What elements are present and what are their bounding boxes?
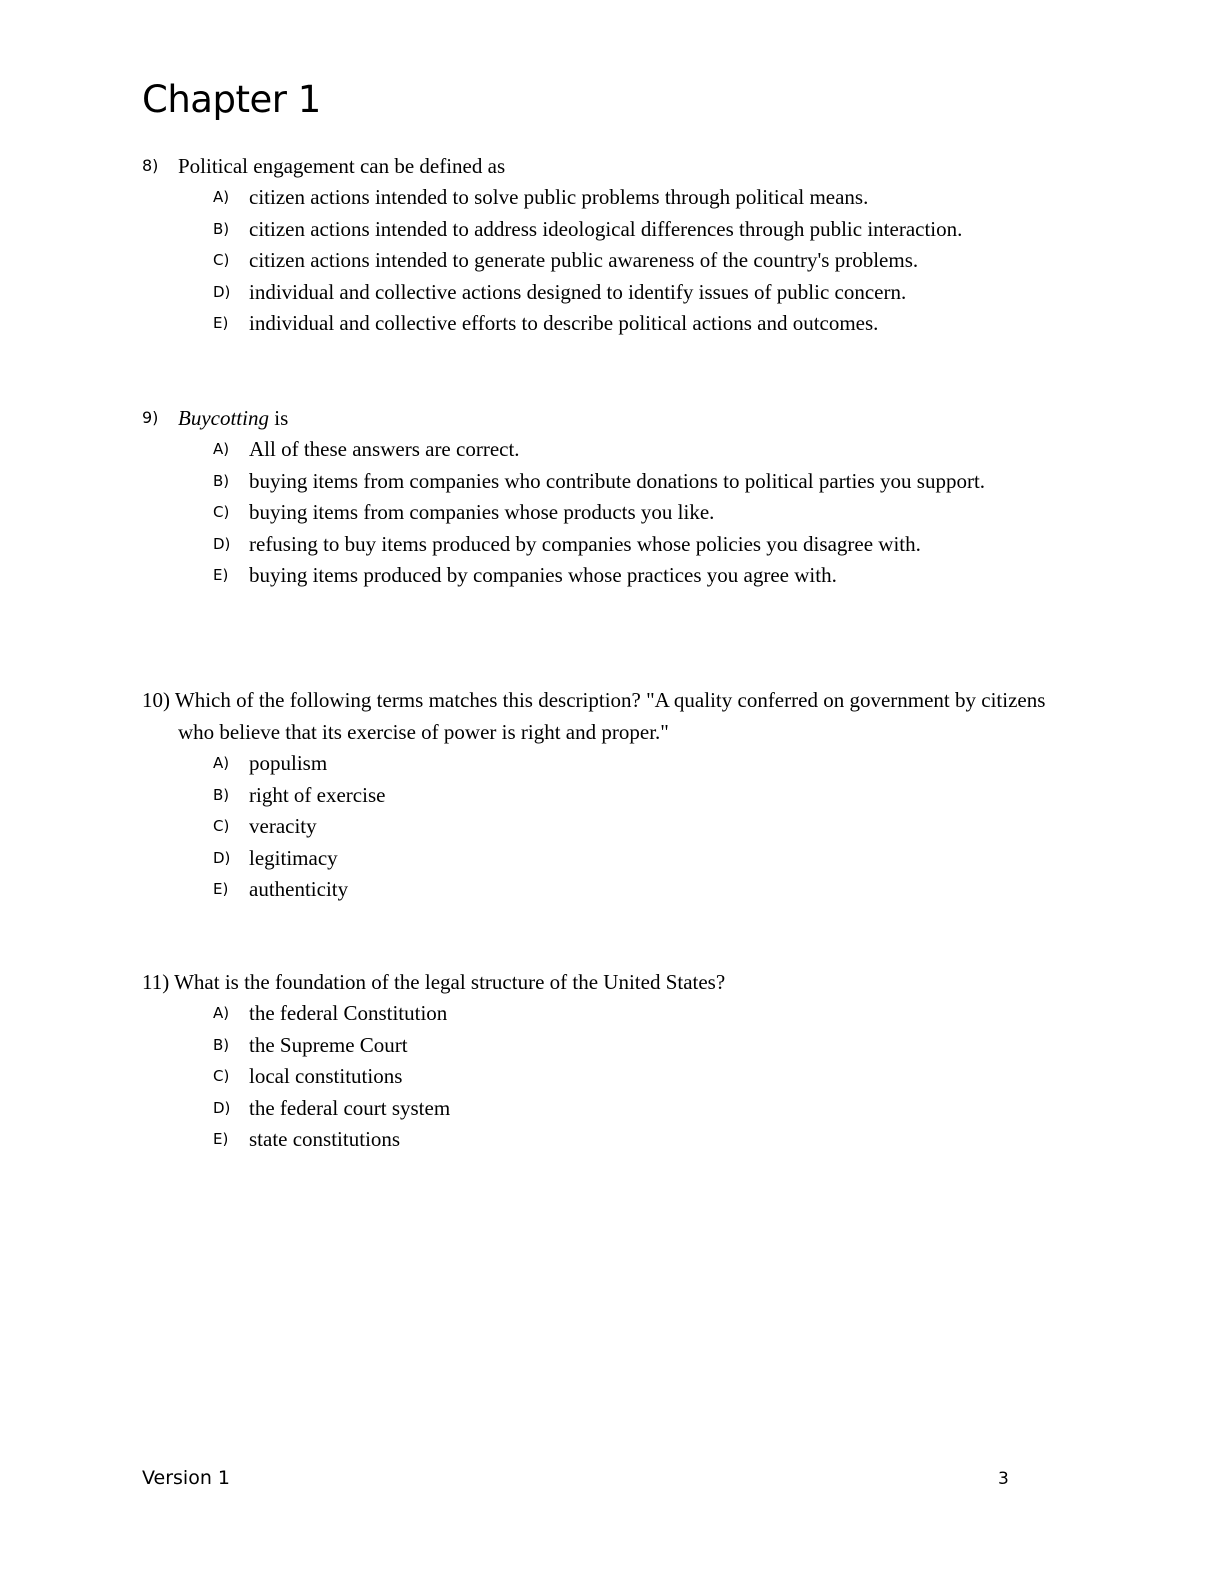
option-text: citizen actions intended to generate public awareness of the country's problems. (249, 248, 919, 272)
answer-option (142, 434, 1082, 466)
option-text: state constitutions (249, 1127, 401, 1151)
question-number: 10) (142, 688, 170, 712)
option-letter: E) (213, 566, 229, 584)
question-number: 9) (142, 408, 159, 427)
question-stem (142, 684, 1058, 748)
answer-options (142, 182, 1082, 340)
answer-option (142, 811, 1082, 843)
question-stem (142, 150, 1082, 182)
option-letter: D) (213, 1098, 231, 1117)
option-text: refusing to buy items produced by companies whose policies you disagree with. (249, 531, 921, 556)
option-text: buying items produced by companies whose practices you agree with. (249, 563, 837, 587)
answer-option (142, 874, 1082, 906)
answer-options (142, 748, 1082, 906)
option-letter: B) (213, 1035, 230, 1054)
option-letter: A) (213, 188, 230, 206)
option-letter: A) (213, 754, 230, 772)
answer-options (142, 998, 1082, 1156)
option-text: veracity (249, 814, 317, 838)
answer-option (142, 1124, 1082, 1156)
option-letter: C) (213, 1067, 230, 1085)
option-letter: A) (213, 1004, 230, 1022)
question-number: 8) (142, 156, 159, 175)
answer-option (142, 245, 1082, 277)
option-letter: C) (213, 251, 230, 269)
option-text: individual and collective actions designed to identify issues of public concern. (249, 279, 907, 304)
question-stem (142, 966, 1058, 998)
option-text: local constitutions (249, 1064, 403, 1088)
answer-option (142, 560, 1082, 592)
option-text: All of these answers are correct. (249, 437, 520, 461)
answer-option (142, 214, 1082, 246)
answer-option (142, 529, 1082, 561)
question-9 (142, 402, 1082, 592)
option-text: individual and collective efforts to describe political actions and outcomes. (249, 311, 879, 335)
question-10 (142, 684, 1082, 906)
question-11 (142, 966, 1082, 1156)
answer-option (142, 1093, 1082, 1125)
answer-option (142, 780, 1082, 812)
question-number: 11) (142, 970, 170, 994)
option-letter: E) (213, 880, 229, 898)
answer-option (142, 497, 1082, 529)
option-letter: D) (213, 848, 231, 867)
question-text: is (268, 406, 289, 430)
option-letter: E) (213, 1130, 229, 1148)
question-stem (142, 402, 1082, 434)
answer-option (142, 843, 1082, 875)
option-text: the Supreme Court (249, 1032, 408, 1057)
option-text: right of exercise (249, 782, 386, 807)
footer-version: Version 1 (142, 1467, 230, 1489)
option-text: authenticity (249, 877, 349, 901)
option-text: the federal court system (249, 1095, 451, 1120)
answer-option (142, 1061, 1082, 1093)
answer-option (142, 182, 1082, 214)
question-text: What is the foundation of the legal structure of the United States? (174, 970, 726, 994)
option-text: citizen actions intended to address ideological differences through public interaction. (249, 216, 963, 241)
option-text: populism (249, 751, 328, 775)
answer-option (142, 466, 1067, 498)
question-term: Buycotting (178, 406, 269, 430)
question-text: Which of the following terms matches this description? "A quality conferred on government by citizens who believe that its exercise of power is right and proper." (174, 688, 1046, 744)
question-8 (142, 150, 1082, 340)
option-letter: C) (213, 817, 230, 835)
answer-options (142, 434, 1082, 592)
answer-option (142, 308, 1082, 340)
option-letter: A) (213, 440, 230, 458)
answer-option (142, 998, 1082, 1030)
option-letter: C) (213, 503, 230, 521)
option-letter: D) (213, 282, 231, 301)
option-text: legitimacy (249, 845, 338, 870)
answer-option (142, 748, 1082, 780)
answer-option (142, 277, 1082, 309)
option-letter: E) (213, 314, 229, 332)
chapter-title: Chapter 1 (142, 78, 321, 121)
footer-page-number: 3 (998, 1469, 1009, 1489)
option-letter: B) (213, 471, 230, 490)
option-text: the federal Constitution (249, 1001, 448, 1025)
option-letter: B) (213, 785, 230, 804)
option-text: buying items from companies whose products you like. (249, 500, 715, 524)
option-letter: B) (213, 219, 230, 238)
question-text: Political engagement can be defined as (178, 154, 506, 178)
option-text: buying items from companies who contribute donations to political parties you support. (249, 468, 986, 493)
answer-option (142, 1030, 1082, 1062)
option-letter: D) (213, 534, 231, 553)
option-text: citizen actions intended to solve public problems through political means. (249, 185, 869, 209)
